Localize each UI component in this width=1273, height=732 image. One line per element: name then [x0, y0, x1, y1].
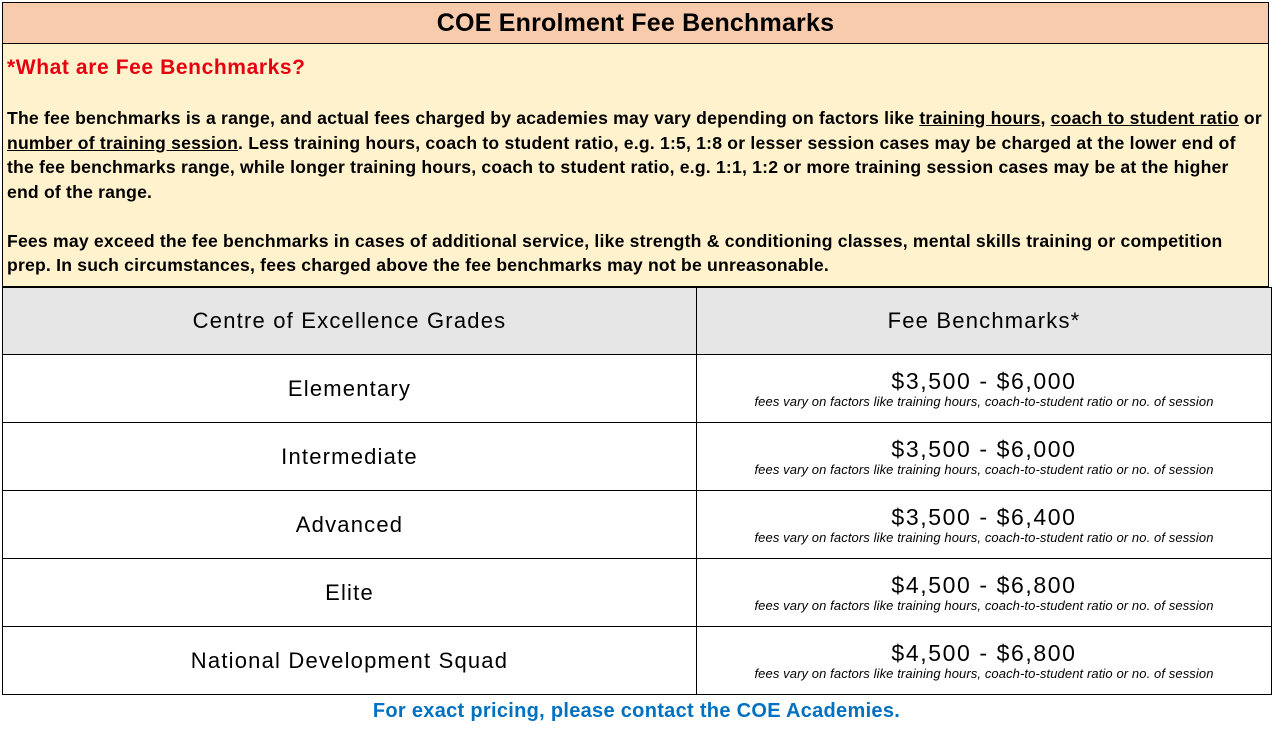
info-underlined-term: training hours [919, 108, 1041, 128]
fee-note: fees vary on factors like training hours, coach-to-student ratio or no. of session [754, 666, 1214, 681]
info-underlined-term: coach to student ratio [1050, 108, 1239, 128]
page-title: COE Enrolment Fee Benchmarks [2, 2, 1269, 44]
fee-benchmarks-table [2, 287, 1272, 695]
table-row [3, 559, 1272, 627]
grade-cell: National Development Squad [3, 627, 697, 695]
fee-note: fees vary on factors like training hours, coach-to-student ratio or no. of session [754, 462, 1214, 477]
fee-range: $4,500 - $6,800 [891, 640, 1077, 666]
contact-footer-note: For exact pricing, please contact the COE Academies. [372, 700, 901, 722]
info-heading: *What are Fee Benchmarks? [7, 56, 306, 79]
grade-cell: Intermediate [3, 423, 697, 491]
table-row [3, 355, 1272, 423]
grade-cell: Elite [3, 559, 697, 627]
column-header-grades: Centre of Excellence Grades [3, 288, 697, 355]
grade-cell: Advanced [3, 491, 697, 559]
fee-benchmarks-info-box [2, 44, 1269, 287]
fee-note: fees vary on factors like training hours, coach-to-student ratio or no. of session [754, 394, 1214, 409]
fee-cell [697, 423, 1272, 491]
info-paragraph-1 [7, 106, 1264, 204]
grade-cell: Elementary [3, 355, 697, 423]
fee-cell [697, 559, 1272, 627]
fee-note: fees vary on factors like training hours, coach-to-student ratio or no. of session [754, 530, 1214, 545]
fee-range: $3,500 - $6,400 [891, 504, 1077, 530]
info-text: . Less training hours, coach to student ratio, e.g. 1:5, 1:8 or lesser session cases may be charged at the lower end of the fee benchmarks range, while longer training hours, coach to student ratio, e.g. 1:1, 1:2 or more training session cases may be at the higher end of the range. [7, 132, 1236, 202]
fee-range: $3,500 - $6,000 [891, 436, 1077, 462]
info-text: The fee benchmarks is a range, and actual fees charged by academies may vary depending on factors like [7, 108, 920, 128]
fee-range: $3,500 - $6,000 [891, 368, 1077, 394]
table-row [3, 491, 1272, 559]
fee-note: fees vary on factors like training hours, coach-to-student ratio or no. of session [754, 598, 1214, 613]
table-row [3, 423, 1272, 491]
table-header-row [3, 288, 1272, 355]
info-underlined-term: number of training session [7, 132, 239, 153]
info-text: or [1238, 108, 1262, 128]
fee-cell [697, 627, 1272, 695]
info-text: , [1040, 108, 1051, 128]
fee-cell [697, 355, 1272, 423]
table-row [3, 627, 1272, 695]
fee-cell [697, 491, 1272, 559]
column-header-fees: Fee Benchmarks* [697, 288, 1272, 355]
fee-range: $4,500 - $6,800 [891, 572, 1077, 598]
info-paragraph-2: Fees may exceed the fee benchmarks in cases of additional service, like strength & conditioning classes, mental skills training or competition prep. In such circumstances, fees charged above the fee benchmarks may not be unreasonable. [7, 230, 1223, 275]
